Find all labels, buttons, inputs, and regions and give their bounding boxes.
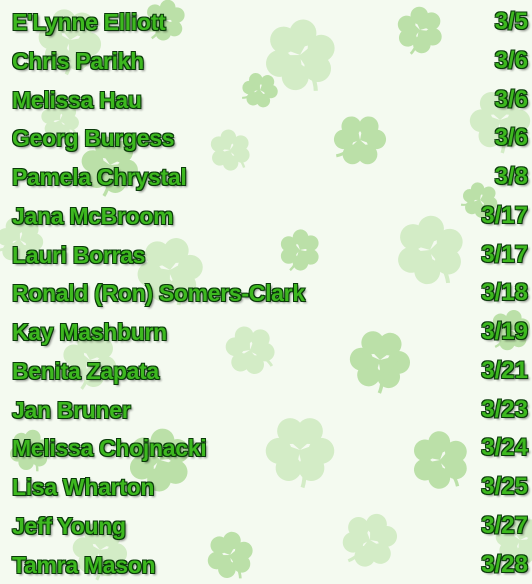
person-name: E'Lynne Elliott: [12, 9, 166, 35]
birthday-date: 3/28: [481, 551, 528, 578]
list-item: [0, 392, 532, 428]
list-item: [0, 314, 532, 350]
list-item: [0, 120, 532, 156]
list-item: [0, 82, 532, 118]
birthday-date: 3/17: [481, 241, 528, 268]
birthday-date: 3/8: [494, 163, 528, 190]
list-item: [0, 508, 532, 544]
person-name: Ronald (Ron) Somers-Clark: [12, 280, 305, 306]
birthday-date: 3/24: [481, 434, 528, 461]
birthday-date: 3/21: [481, 357, 528, 384]
list-item: [0, 4, 532, 40]
person-name: Melissa Hau: [12, 87, 142, 113]
person-name: Pamela Chrystal: [12, 164, 187, 190]
person-name: Lauri Borras: [12, 242, 146, 268]
birthday-date: 3/6: [494, 124, 528, 151]
person-name: Lisa Wharton: [12, 474, 155, 500]
birthday-date: 3/19: [481, 318, 528, 345]
list-item: [0, 275, 532, 311]
birthday-date: 3/23: [481, 396, 528, 423]
person-name: Melissa Chojnacki: [12, 435, 207, 461]
person-name: Jan Bruner: [12, 397, 131, 423]
birthday-date: 3/6: [494, 47, 528, 74]
birthday-date: 3/5: [494, 8, 528, 35]
list-item: [0, 43, 532, 79]
person-name: Tamra Mason: [12, 552, 156, 578]
birthday-date: 3/18: [481, 279, 528, 306]
list-item: [0, 430, 532, 466]
person-name: Georg Burgess: [12, 125, 175, 151]
person-name: Jana McBroom: [12, 203, 174, 229]
list-item: [0, 237, 532, 273]
list-item: [0, 353, 532, 389]
person-name: Chris Parikh: [12, 48, 144, 74]
list-item: [0, 198, 532, 234]
birthday-date: 3/17: [481, 202, 528, 229]
birthday-date: 3/27: [481, 512, 528, 539]
birthday-date: 3/25: [481, 473, 528, 500]
person-name: Jeff Young: [12, 513, 126, 539]
list-item: [0, 469, 532, 505]
list-item: [0, 547, 532, 583]
person-name: Benita Zapata: [12, 358, 159, 384]
person-name: Kay Mashburn: [12, 319, 167, 345]
list-item: [0, 159, 532, 195]
birthday-date: 3/6: [494, 86, 528, 113]
